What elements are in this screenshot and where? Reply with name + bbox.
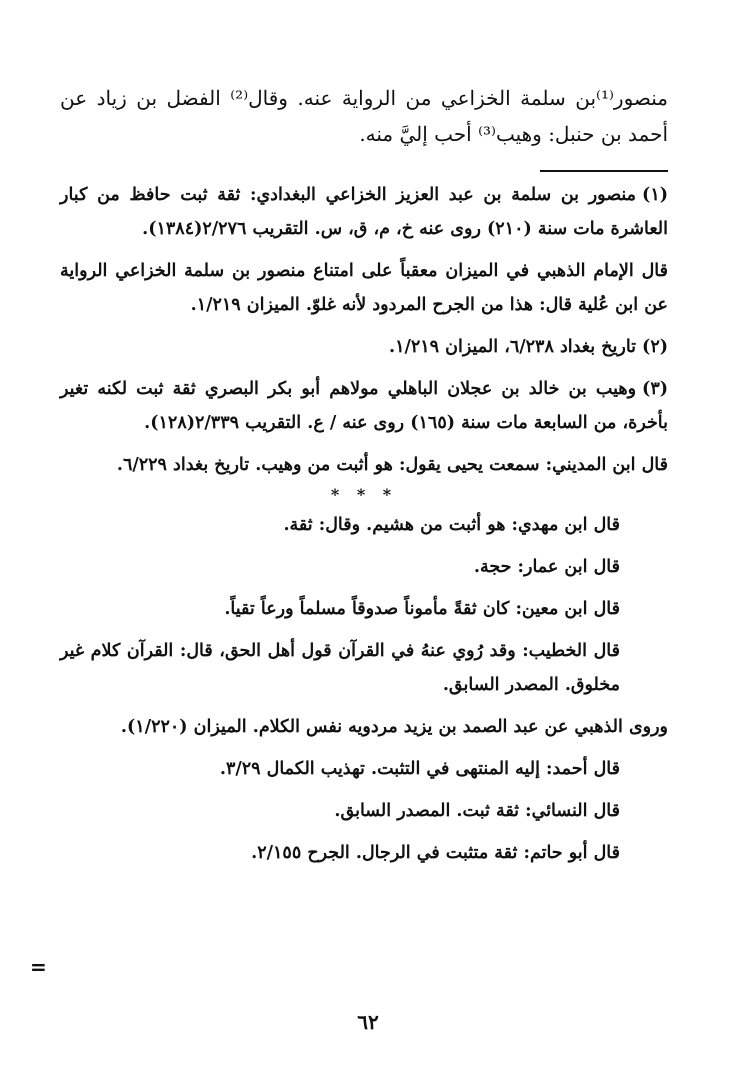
- footnote-1-comment: [60, 254, 668, 322]
- footnote-3: [60, 372, 668, 440]
- quote-item: وروى الذهبي عن عبد الصمد بن يزيد مردويه نفس الكلام. الميزان (١/٢٢٠).: [120, 717, 668, 737]
- main-paragraph: منصور⁽¹⁾بن سلمة الخزاعي من الرواية عنه. وقال⁽²⁾ الفضل بن زياد عن أحمد بن حنبل: وهيب⁽³⁾ أحب إليَّ منه.: [60, 86, 668, 146]
- page-body: [60, 80, 668, 878]
- separator-stars: * * *: [330, 485, 398, 504]
- quote-item: قال ابن معين: كان ثقةً مأموناً صدوقاً مسلماً ورعاً تقياً.: [224, 599, 620, 619]
- footnote-text: وهيب بن خالد بن عجلان الباهلي مولاهم أبو بكر البصري ثقة ثبت لكنه تغير بأخرة، من السابعة مات سنة (١٦٥) روى عنه / ع. التقريب ٢/٣٣٩(١٢٨).: [60, 379, 668, 433]
- quote-item: قال أحمد: إليه المنتهى في التثبت. تهذيب الكمال ٣/٢٩.: [219, 759, 620, 779]
- footnote-text: منصور بن سلمة بن عبد العزيز الخزاعي البغدادي: ثقة ثبت حافظ من كبار العاشرة مات سنة (٢١٠) روى عنه خ، م، ق، س. التقريب ٢/٢٧٦(١٣٨٤).: [60, 185, 668, 239]
- page-number: ٦٢: [357, 1010, 379, 1034]
- footnote-1: [60, 178, 668, 246]
- footnote-text: قال ابن المديني: سمعت يحيى يقول: هو أثبت من وهيب. تاريخ بغداد ٦/٢٢٩.: [116, 455, 668, 475]
- quote-item: قال أبو حاتم: ثقة متثبت في الرجال. الجرح ٢/١٥٥.: [251, 843, 620, 863]
- footnote-number: (١): [642, 185, 668, 205]
- quote-item: قال ابن عمار: حجة.: [473, 557, 620, 577]
- quote-item: قال الخطيب: وقد رُوي عنهُ في القرآن قول أهل الحق، قال: القرآن كلام غير مخلوق. المصدر السابق.: [60, 641, 620, 695]
- footnote-text: تاريخ بغداد ٦/٢٣٨، الميزان ١/٢١٩.: [388, 337, 637, 357]
- footnote-2: [60, 330, 668, 364]
- footnote-number: (٣): [642, 379, 668, 399]
- footnote-3-comment: [60, 448, 668, 482]
- footnote-number: (٢): [642, 337, 668, 357]
- continuation-mark: =: [30, 955, 47, 979]
- footnote-separator-line: [540, 170, 668, 172]
- quote-item: قال ابن مهدي: هو أثبت من هشيم. وقال: ثقة.: [283, 515, 620, 535]
- quote-item: قال النسائي: ثقة ثبت. المصدر السابق.: [334, 801, 620, 821]
- footnote-text: قال الإمام الذهبي في الميزان معقباً على امتناع منصور بن سلمة الخزاعي الرواية عن ابن عُلية قال: هذا من الجرح المردود لأنه غلوّ. الميزان ١/٢١٩.: [60, 261, 668, 315]
